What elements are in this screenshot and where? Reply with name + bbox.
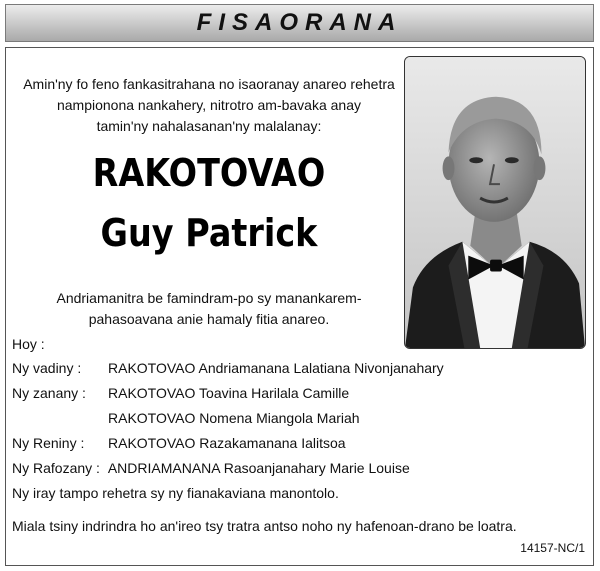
family-row-child xyxy=(12,406,587,431)
family-name: RAKOTOVAO Razakamanana Ialitsoa xyxy=(108,435,346,451)
family-name: RAKOTOVAO Andriamanana Lalatiana Nivonjanahary xyxy=(108,360,444,376)
closing-text: Miala tsiny indrindra ho an'ireo tsy tratra antso noho ny hafenoan-drano be loatra. xyxy=(12,518,517,534)
portrait-photo xyxy=(404,56,586,349)
family-row-mother xyxy=(12,431,587,456)
family-row-spouse xyxy=(12,356,587,381)
notice-title: FISAORANA xyxy=(196,9,403,36)
family-label: Ny Rafozany : xyxy=(12,460,100,476)
content-frame xyxy=(5,47,594,566)
portrait-icon xyxy=(405,57,585,348)
prayer-line: Andriamanitra be famindram-po sy manankarem- xyxy=(56,290,362,306)
deceased-given-names: Guy Patrick xyxy=(100,211,318,255)
deceased-surname: RAKOTOVAO xyxy=(92,151,326,195)
family-row-relatives xyxy=(12,481,587,506)
prayer-line: pahasoavana anie hamaly fitia anareo. xyxy=(88,311,330,327)
family-label: Ny Reniny : xyxy=(12,435,85,451)
family-name: ANDRIAMANANA Rasoanjanahary Marie Louise xyxy=(107,460,410,476)
family-label: Ny zanany : xyxy=(12,385,86,401)
hoy-label: Hoy : xyxy=(12,336,45,352)
reference-number: 14157-NC/1 xyxy=(520,541,585,555)
family-row-in-laws xyxy=(12,456,587,481)
intro-line: nampionona nankahery, nitrotro am-bavaka anay xyxy=(56,97,362,113)
family-label: Ny iray tampo rehetra sy ny fianakaviana manontolo. xyxy=(12,485,339,501)
prayer-text xyxy=(14,288,404,330)
family-label: Ny vadiny : xyxy=(12,360,82,376)
family-row-child xyxy=(12,381,587,406)
intro-line: tamin'ny nahalasanan'ny malalanay: xyxy=(96,118,322,134)
intro-text xyxy=(14,74,404,137)
intro-line: Amin'ny fo feno fankasitrahana no isaoranay anareo rehetra xyxy=(23,76,395,92)
family-name: RAKOTOVAO Nomena Miangola Mariah xyxy=(108,410,360,426)
family-name: RAKOTOVAO Toavina Harilala Camille xyxy=(108,385,350,401)
header-bar xyxy=(5,4,594,42)
family-list xyxy=(12,356,587,506)
